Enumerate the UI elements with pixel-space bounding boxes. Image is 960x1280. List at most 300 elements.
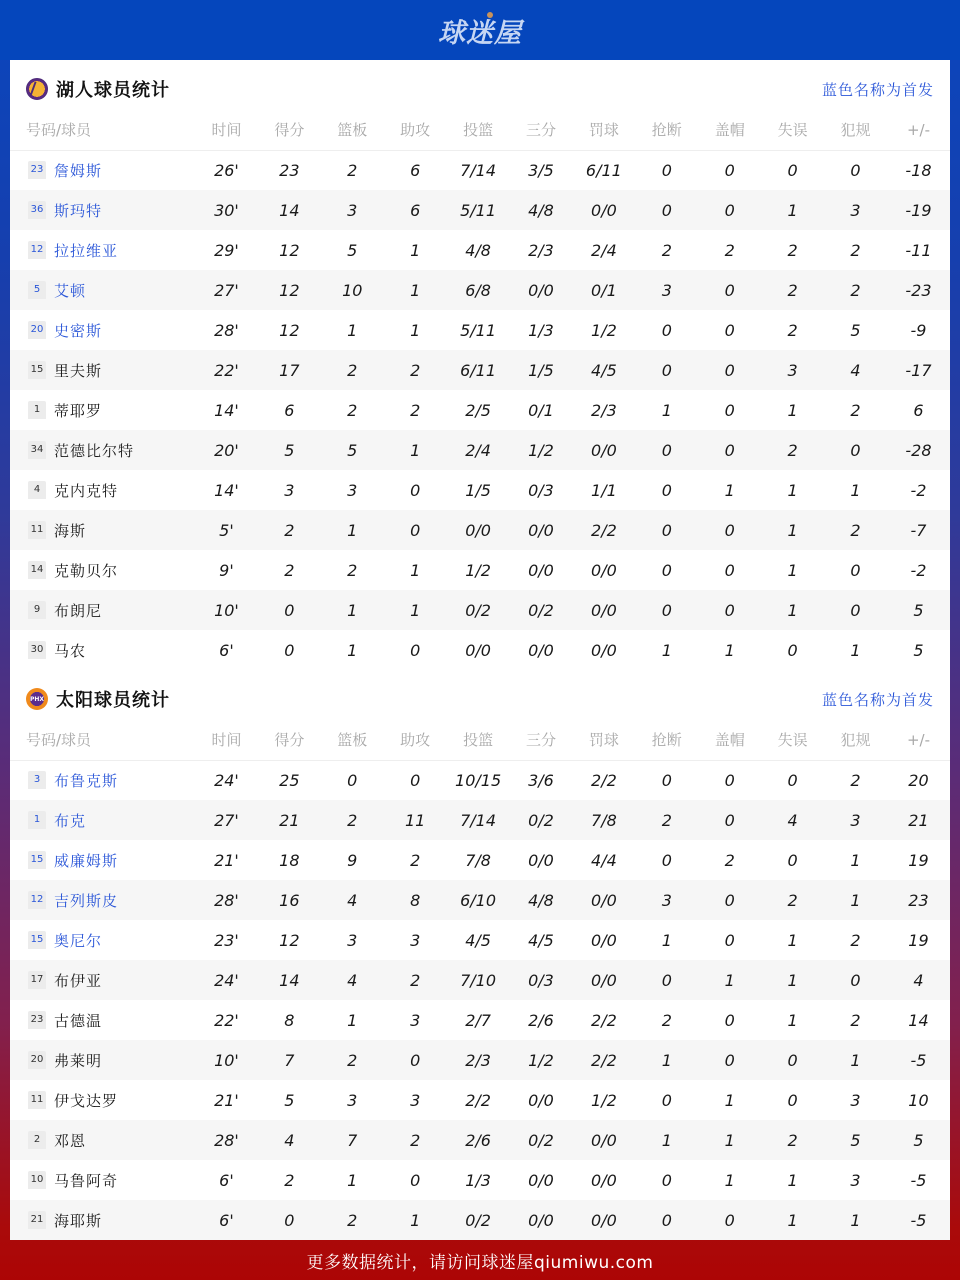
player-stats-table	[10, 728, 950, 1240]
player-row[interactable]	[10, 470, 950, 510]
logo-ball-icon	[487, 12, 493, 18]
stat-cell: 0	[347, 770, 358, 790]
stat-cell: 1	[787, 480, 798, 500]
stat-cell: 1	[724, 640, 735, 660]
stat-cell: 0	[787, 160, 798, 180]
player-name-link[interactable]: 古德温	[54, 1011, 103, 1030]
stat-cell: 1	[761, 960, 824, 1000]
player-name-link[interactable]: 克内克特	[54, 481, 119, 500]
stat-cell: 0/3	[528, 480, 554, 500]
stat-cell: 1	[724, 1170, 735, 1190]
stat-cell: 21'	[214, 1090, 239, 1110]
jersey-number-badge: 34	[28, 441, 46, 459]
stat-cell: 6'	[219, 640, 234, 660]
footer-link[interactable]: 更多数据统计，请访问球迷屋qiumiwu.com	[306, 1252, 654, 1273]
stat-cell: 1	[824, 1040, 887, 1080]
column-header: 时间	[195, 728, 258, 760]
stat-cell: 1	[410, 560, 421, 580]
stat-cell: 0	[258, 1200, 321, 1240]
stat-cell: 0/2	[447, 590, 510, 630]
player-name-link[interactable]: 布克	[54, 811, 87, 830]
stat-cell: 0	[824, 430, 887, 470]
jersey-number-badge: 1	[28, 811, 46, 829]
player-row[interactable]	[10, 1000, 950, 1040]
stat-cell: 0	[384, 1040, 447, 1080]
stat-cell: 0/0	[528, 1090, 554, 1110]
stat-cell: 8	[384, 880, 447, 920]
team-title: 湖人球员统计	[56, 80, 170, 101]
stat-cell: 1	[761, 590, 824, 630]
player-name-link[interactable]: 里夫斯	[54, 361, 103, 380]
stat-cell: 0	[724, 1010, 735, 1030]
stat-cell: 1	[384, 1200, 447, 1240]
stat-cell: 1	[661, 640, 672, 660]
stat-cell: 0	[635, 350, 698, 390]
column-header: 罚球	[572, 728, 635, 760]
stat-cell: 1	[410, 320, 421, 340]
stat-cell: 3/6	[528, 770, 554, 790]
stat-cell: 4	[824, 350, 887, 390]
stat-cell: 19	[908, 850, 929, 870]
stat-cell: 0	[661, 480, 672, 500]
stat-cell: 2	[284, 1170, 295, 1190]
stat-cell: 0/0	[447, 510, 510, 550]
stat-cell: 0/0	[572, 1120, 635, 1160]
stat-cell: 0	[787, 1090, 798, 1110]
player-row[interactable]	[10, 760, 950, 800]
stat-cell: 2	[850, 400, 861, 420]
column-header: 罚球	[572, 118, 635, 150]
team-header	[10, 60, 950, 118]
player-cell	[10, 1200, 195, 1240]
stat-cell: 2	[724, 850, 735, 870]
stat-cell: 1	[661, 400, 672, 420]
stat-cell: 14'	[214, 480, 239, 500]
stat-cell: 1	[787, 400, 798, 420]
jersey-number-badge: 20	[28, 1051, 46, 1069]
stat-cell: 0	[850, 560, 861, 580]
stat-cell: 2	[384, 1120, 447, 1160]
stat-cell: 1	[347, 1170, 358, 1190]
stat-cell: 18	[279, 850, 300, 870]
stat-cell: 0	[698, 270, 761, 310]
stat-cell: 5/11	[460, 320, 497, 340]
stat-cell: 1/5	[510, 350, 573, 390]
stat-cell: 0	[824, 590, 887, 630]
stat-cell: 2	[661, 1010, 672, 1030]
player-row[interactable]	[10, 270, 950, 310]
stat-cell: 22'	[214, 1010, 239, 1030]
stat-cell: 0	[635, 960, 698, 1000]
stat-cell: 4/4	[591, 850, 617, 870]
stat-cell: 2/3	[447, 1040, 510, 1080]
player-cell	[10, 270, 195, 310]
jersey-number-badge: 2	[28, 1131, 46, 1149]
stat-cell: 6'	[219, 1170, 234, 1190]
stat-cell: 0/3	[510, 960, 573, 1000]
stat-cell: 1	[384, 590, 447, 630]
stat-cell: 20'	[195, 430, 258, 470]
stat-cell: 0	[635, 190, 698, 230]
player-row[interactable]	[10, 510, 950, 550]
jersey-number-badge: 15	[28, 361, 46, 379]
stat-cell: 2/2	[572, 1040, 635, 1080]
stat-cell: -5	[910, 1170, 927, 1190]
stat-cell: 26'	[214, 160, 239, 180]
stat-cell: 0/0	[528, 640, 554, 660]
stat-cell: -19	[887, 190, 950, 230]
column-header: 三分	[510, 728, 573, 760]
stat-cell: 25	[279, 770, 300, 790]
player-name-link[interactable]: 布鲁克斯	[54, 771, 119, 790]
stat-cell: 0	[698, 590, 761, 630]
column-header: 篮板	[321, 118, 384, 150]
column-header: 时间	[195, 118, 258, 150]
player-row[interactable]	[10, 230, 950, 270]
stat-cell: 0	[824, 960, 887, 1000]
stat-cell: 1/5	[465, 480, 491, 500]
stat-cell: 0	[698, 430, 761, 470]
player-row[interactable]	[10, 310, 950, 350]
player-row[interactable]	[10, 430, 950, 470]
column-header-player: 号码/球员	[10, 118, 195, 150]
stat-cell: 23	[279, 160, 300, 180]
stat-cell: 2	[824, 270, 887, 310]
stat-cell: 0	[787, 770, 798, 790]
player-row[interactable]	[10, 800, 950, 840]
stat-cell: 12	[279, 240, 300, 260]
stat-cell: 2	[410, 400, 421, 420]
stat-cell: 27'	[195, 800, 258, 840]
player-name-link[interactable]: 弗莱明	[54, 1051, 103, 1070]
player-name-link[interactable]: 范德比尔特	[54, 441, 135, 460]
stat-cell: -2	[910, 560, 927, 580]
stat-cell: 10'	[195, 590, 258, 630]
player-name-link[interactable]: 克勒贝尔	[54, 561, 119, 580]
stat-cell: 12	[258, 270, 321, 310]
player-row[interactable]	[10, 390, 950, 430]
stat-cell: 21	[887, 800, 950, 840]
stat-cell: 1	[850, 480, 861, 500]
player-row[interactable]	[10, 920, 950, 960]
stat-cell: 2/2	[465, 1090, 491, 1110]
stat-cell: 5	[850, 320, 861, 340]
player-cell	[10, 630, 195, 670]
logo-text: 球迷屋	[438, 17, 522, 49]
stat-cell: 0/0	[591, 1170, 617, 1190]
stat-cell: 3	[850, 1090, 861, 1110]
stat-cell: 28'	[195, 880, 258, 920]
player-row[interactable]	[10, 1040, 950, 1080]
stat-cell: 0	[410, 770, 421, 790]
jersey-number-badge: 5	[28, 281, 46, 299]
player-name-link[interactable]: 邓恩	[54, 1131, 87, 1150]
stat-cell: 0/1	[572, 270, 635, 310]
stat-cell: 27'	[195, 270, 258, 310]
stat-cell: 0	[661, 770, 672, 790]
stat-cell: 1/2	[465, 560, 491, 580]
stat-cell: 2/2	[591, 770, 617, 790]
player-name-link[interactable]: 布伊亚	[54, 971, 103, 990]
player-cell	[10, 390, 195, 430]
stat-cell: 1	[347, 1010, 358, 1030]
jersey-number-badge: 4	[28, 481, 46, 499]
stat-cell: 3	[321, 190, 384, 230]
column-header: 抢断	[635, 118, 698, 150]
stat-cell: 23'	[214, 930, 239, 950]
stat-cell: 0	[724, 160, 735, 180]
stat-cell: 0/0	[572, 960, 635, 1000]
stat-cell: 0/0	[528, 850, 554, 870]
jersey-number-badge: 9	[28, 601, 46, 619]
player-name-link[interactable]: 詹姆斯	[54, 161, 103, 180]
stat-cell: 0	[850, 160, 861, 180]
player-name-link[interactable]: 奥尼尔	[54, 931, 103, 950]
jersey-number-badge: 3	[28, 771, 46, 789]
stat-cell: 5	[258, 430, 321, 470]
stat-cell: 2	[321, 1200, 384, 1240]
stat-cell: 4/8	[510, 880, 573, 920]
stat-cell: 2/4	[447, 430, 510, 470]
stat-cell: -23	[887, 270, 950, 310]
stat-cell: 9	[347, 850, 358, 870]
stat-cell: 0/2	[447, 1200, 510, 1240]
stat-cell: 17	[258, 350, 321, 390]
player-cell	[10, 840, 195, 880]
stat-cell: 5	[824, 1120, 887, 1160]
stat-cell: -11	[905, 240, 932, 260]
column-header: 篮板	[321, 728, 384, 760]
stat-cell: 0	[661, 160, 672, 180]
player-row[interactable]	[10, 150, 950, 190]
stat-cell: 2	[321, 1040, 384, 1080]
stat-cell: 0/0	[510, 510, 573, 550]
player-cell	[10, 350, 195, 390]
stat-cell: 14	[258, 960, 321, 1000]
player-row[interactable]	[10, 1120, 950, 1160]
player-cell	[10, 590, 195, 630]
player-row[interactable]	[10, 1200, 950, 1240]
stat-cell: 0	[724, 560, 735, 580]
stat-cell: -28	[887, 430, 950, 470]
stat-cell: 2	[761, 1120, 824, 1160]
stat-cell: 3	[347, 1090, 358, 1110]
player-cell	[10, 760, 195, 800]
footer-banner	[0, 1240, 960, 1280]
stat-cell: 5	[284, 1090, 295, 1110]
stat-cell: 0	[787, 850, 798, 870]
stat-cell: 1	[761, 190, 824, 230]
stat-cell: 5	[347, 240, 358, 260]
player-row[interactable]	[10, 590, 950, 630]
column-header: 犯规	[824, 728, 887, 760]
stat-cell: 0/2	[510, 800, 573, 840]
stat-cell: 14	[908, 1010, 929, 1030]
player-row[interactable]	[10, 1160, 950, 1200]
jersey-number-badge: 17	[28, 971, 46, 989]
stat-cell: 1	[724, 480, 735, 500]
player-name-link[interactable]: 海斯	[54, 521, 87, 540]
stat-cell: 3/5	[528, 160, 554, 180]
player-cell	[10, 470, 195, 510]
stat-cell: 0	[724, 320, 735, 340]
stat-cell: 0	[410, 640, 421, 660]
stat-cell: 10	[321, 270, 384, 310]
stat-cell: 0	[661, 1170, 672, 1190]
stat-cell: 2	[850, 770, 861, 790]
stat-cell: 2	[761, 270, 824, 310]
column-header-player: 号码/球员	[10, 728, 195, 760]
stat-cell: 1	[787, 930, 798, 950]
player-name-link[interactable]: 威廉姆斯	[54, 851, 119, 870]
stat-cell: 1/3	[465, 1170, 491, 1190]
player-name-link[interactable]: 蒂耶罗	[54, 401, 103, 420]
stat-cell: 0	[787, 640, 798, 660]
stat-cell: 2	[850, 240, 861, 260]
stat-cell: 3	[824, 800, 887, 840]
stat-cell: 3	[635, 880, 698, 920]
player-name-link[interactable]: 布朗尼	[54, 601, 103, 620]
stat-cell: 0	[724, 770, 735, 790]
jersey-number-badge: 11	[28, 521, 46, 539]
stat-cell: 7/10	[447, 960, 510, 1000]
jersey-number-badge: 15	[28, 851, 46, 869]
stat-cell: 0/0	[510, 1200, 573, 1240]
player-row[interactable]	[10, 630, 950, 670]
jersey-number-badge: 30	[28, 641, 46, 659]
stat-cell: 0	[698, 1040, 761, 1080]
stat-cell: 28'	[195, 1120, 258, 1160]
stat-cell: 6/8	[447, 270, 510, 310]
stat-cell: 14'	[214, 400, 239, 420]
stat-cell: -5	[887, 1040, 950, 1080]
stat-cell: 6	[384, 190, 447, 230]
stat-cell: 2	[347, 560, 358, 580]
player-cell	[10, 430, 195, 470]
stat-cell: 0/1	[528, 400, 554, 420]
stat-cell: 1	[410, 240, 421, 260]
stat-cell: 1/1	[591, 480, 617, 500]
stat-cell: 0	[698, 350, 761, 390]
player-row[interactable]	[10, 190, 950, 230]
stat-cell: 0/0	[572, 190, 635, 230]
player-name-link[interactable]: 马鲁阿奇	[54, 1171, 119, 1190]
stat-cell: 1	[787, 1170, 798, 1190]
stat-cell: 2/5	[465, 400, 491, 420]
player-name-link[interactable]: 马农	[54, 641, 87, 660]
table-header-row	[10, 118, 950, 150]
stat-cell: 6	[410, 160, 421, 180]
stat-cell: 1	[698, 960, 761, 1000]
column-header: +/-	[887, 118, 950, 150]
player-name-link[interactable]: 斯玛特	[54, 201, 103, 220]
stat-cell: 0	[761, 1040, 824, 1080]
stat-cell: 0	[698, 880, 761, 920]
stat-cell: 5	[887, 1120, 950, 1160]
player-cell	[10, 230, 195, 270]
stat-cell: 2	[347, 160, 358, 180]
player-row[interactable]	[10, 960, 950, 1000]
stat-cell: 2/3	[591, 400, 617, 420]
stat-cell: 2	[850, 930, 861, 950]
column-header: 投篮	[447, 118, 510, 150]
jersey-number-badge: 12	[28, 241, 46, 259]
stat-cell: 12	[279, 320, 300, 340]
stat-cell: 10'	[195, 1040, 258, 1080]
player-cell	[10, 190, 195, 230]
stat-cell: -9	[910, 320, 927, 340]
stat-cell: 1	[850, 850, 861, 870]
team-title: 太阳球员统计	[56, 690, 170, 711]
player-name-link[interactable]: 艾顿	[54, 281, 87, 300]
player-name-link[interactable]: 海耶斯	[54, 1211, 103, 1230]
stat-cell: 2	[384, 960, 447, 1000]
player-row[interactable]	[10, 880, 950, 920]
stat-cell: 0	[635, 430, 698, 470]
stat-cell: 20	[908, 770, 929, 790]
stat-cell: 0/0	[572, 590, 635, 630]
stat-cell: 0	[698, 190, 761, 230]
player-cell	[10, 1080, 195, 1120]
stat-cell: 2	[724, 240, 735, 260]
stat-cell: 1	[787, 560, 798, 580]
stat-cell: -18	[905, 160, 932, 180]
stat-cell: 2	[761, 880, 824, 920]
starter-legend: 蓝色名称为首发	[821, 690, 934, 709]
player-name-link[interactable]: 史密斯	[54, 321, 103, 340]
stat-cell: 3	[410, 1010, 421, 1030]
jersey-number-badge: 23	[28, 1011, 46, 1029]
player-row[interactable]	[10, 350, 950, 390]
stat-cell: 3	[410, 930, 421, 950]
player-row[interactable]	[10, 550, 950, 590]
stat-cell: 4/5	[572, 350, 635, 390]
stat-cell: 1	[824, 1200, 887, 1240]
player-row[interactable]	[10, 1080, 950, 1120]
stat-cell: 0	[661, 850, 672, 870]
player-cell	[10, 880, 195, 920]
stat-cell: 2/6	[528, 1010, 554, 1030]
stat-cell: 5'	[195, 510, 258, 550]
stat-cell: 8	[284, 1010, 295, 1030]
stat-cell: 4	[321, 880, 384, 920]
team-header	[10, 670, 950, 728]
stat-cell: 3	[824, 190, 887, 230]
player-name-link[interactable]: 吉列斯皮	[54, 891, 119, 910]
stat-cell: 0/0	[510, 270, 573, 310]
column-header: +/-	[887, 728, 950, 760]
stat-cell: 1	[850, 640, 861, 660]
stat-cell: 4/5	[528, 930, 554, 950]
player-name-link[interactable]: 拉拉维亚	[54, 241, 119, 260]
stat-cell: 2	[635, 800, 698, 840]
stat-cell: 0	[410, 480, 421, 500]
stat-cell: 7	[258, 1040, 321, 1080]
stat-cell: 0/0	[591, 560, 617, 580]
stat-cell: 30'	[195, 190, 258, 230]
site-logo[interactable]	[438, 11, 522, 50]
stat-cell: 2	[258, 510, 321, 550]
stat-cell: 2	[661, 240, 672, 260]
jersey-number-badge: 10	[28, 1171, 46, 1189]
stat-cell: 5/11	[447, 190, 510, 230]
stat-cell: 1	[321, 510, 384, 550]
stat-cell: 1	[384, 270, 447, 310]
player-row[interactable]	[10, 840, 950, 880]
stat-cell: 14	[258, 190, 321, 230]
stat-cell: 0/0	[528, 560, 554, 580]
player-name-link[interactable]: 伊戈达罗	[54, 1091, 119, 1110]
